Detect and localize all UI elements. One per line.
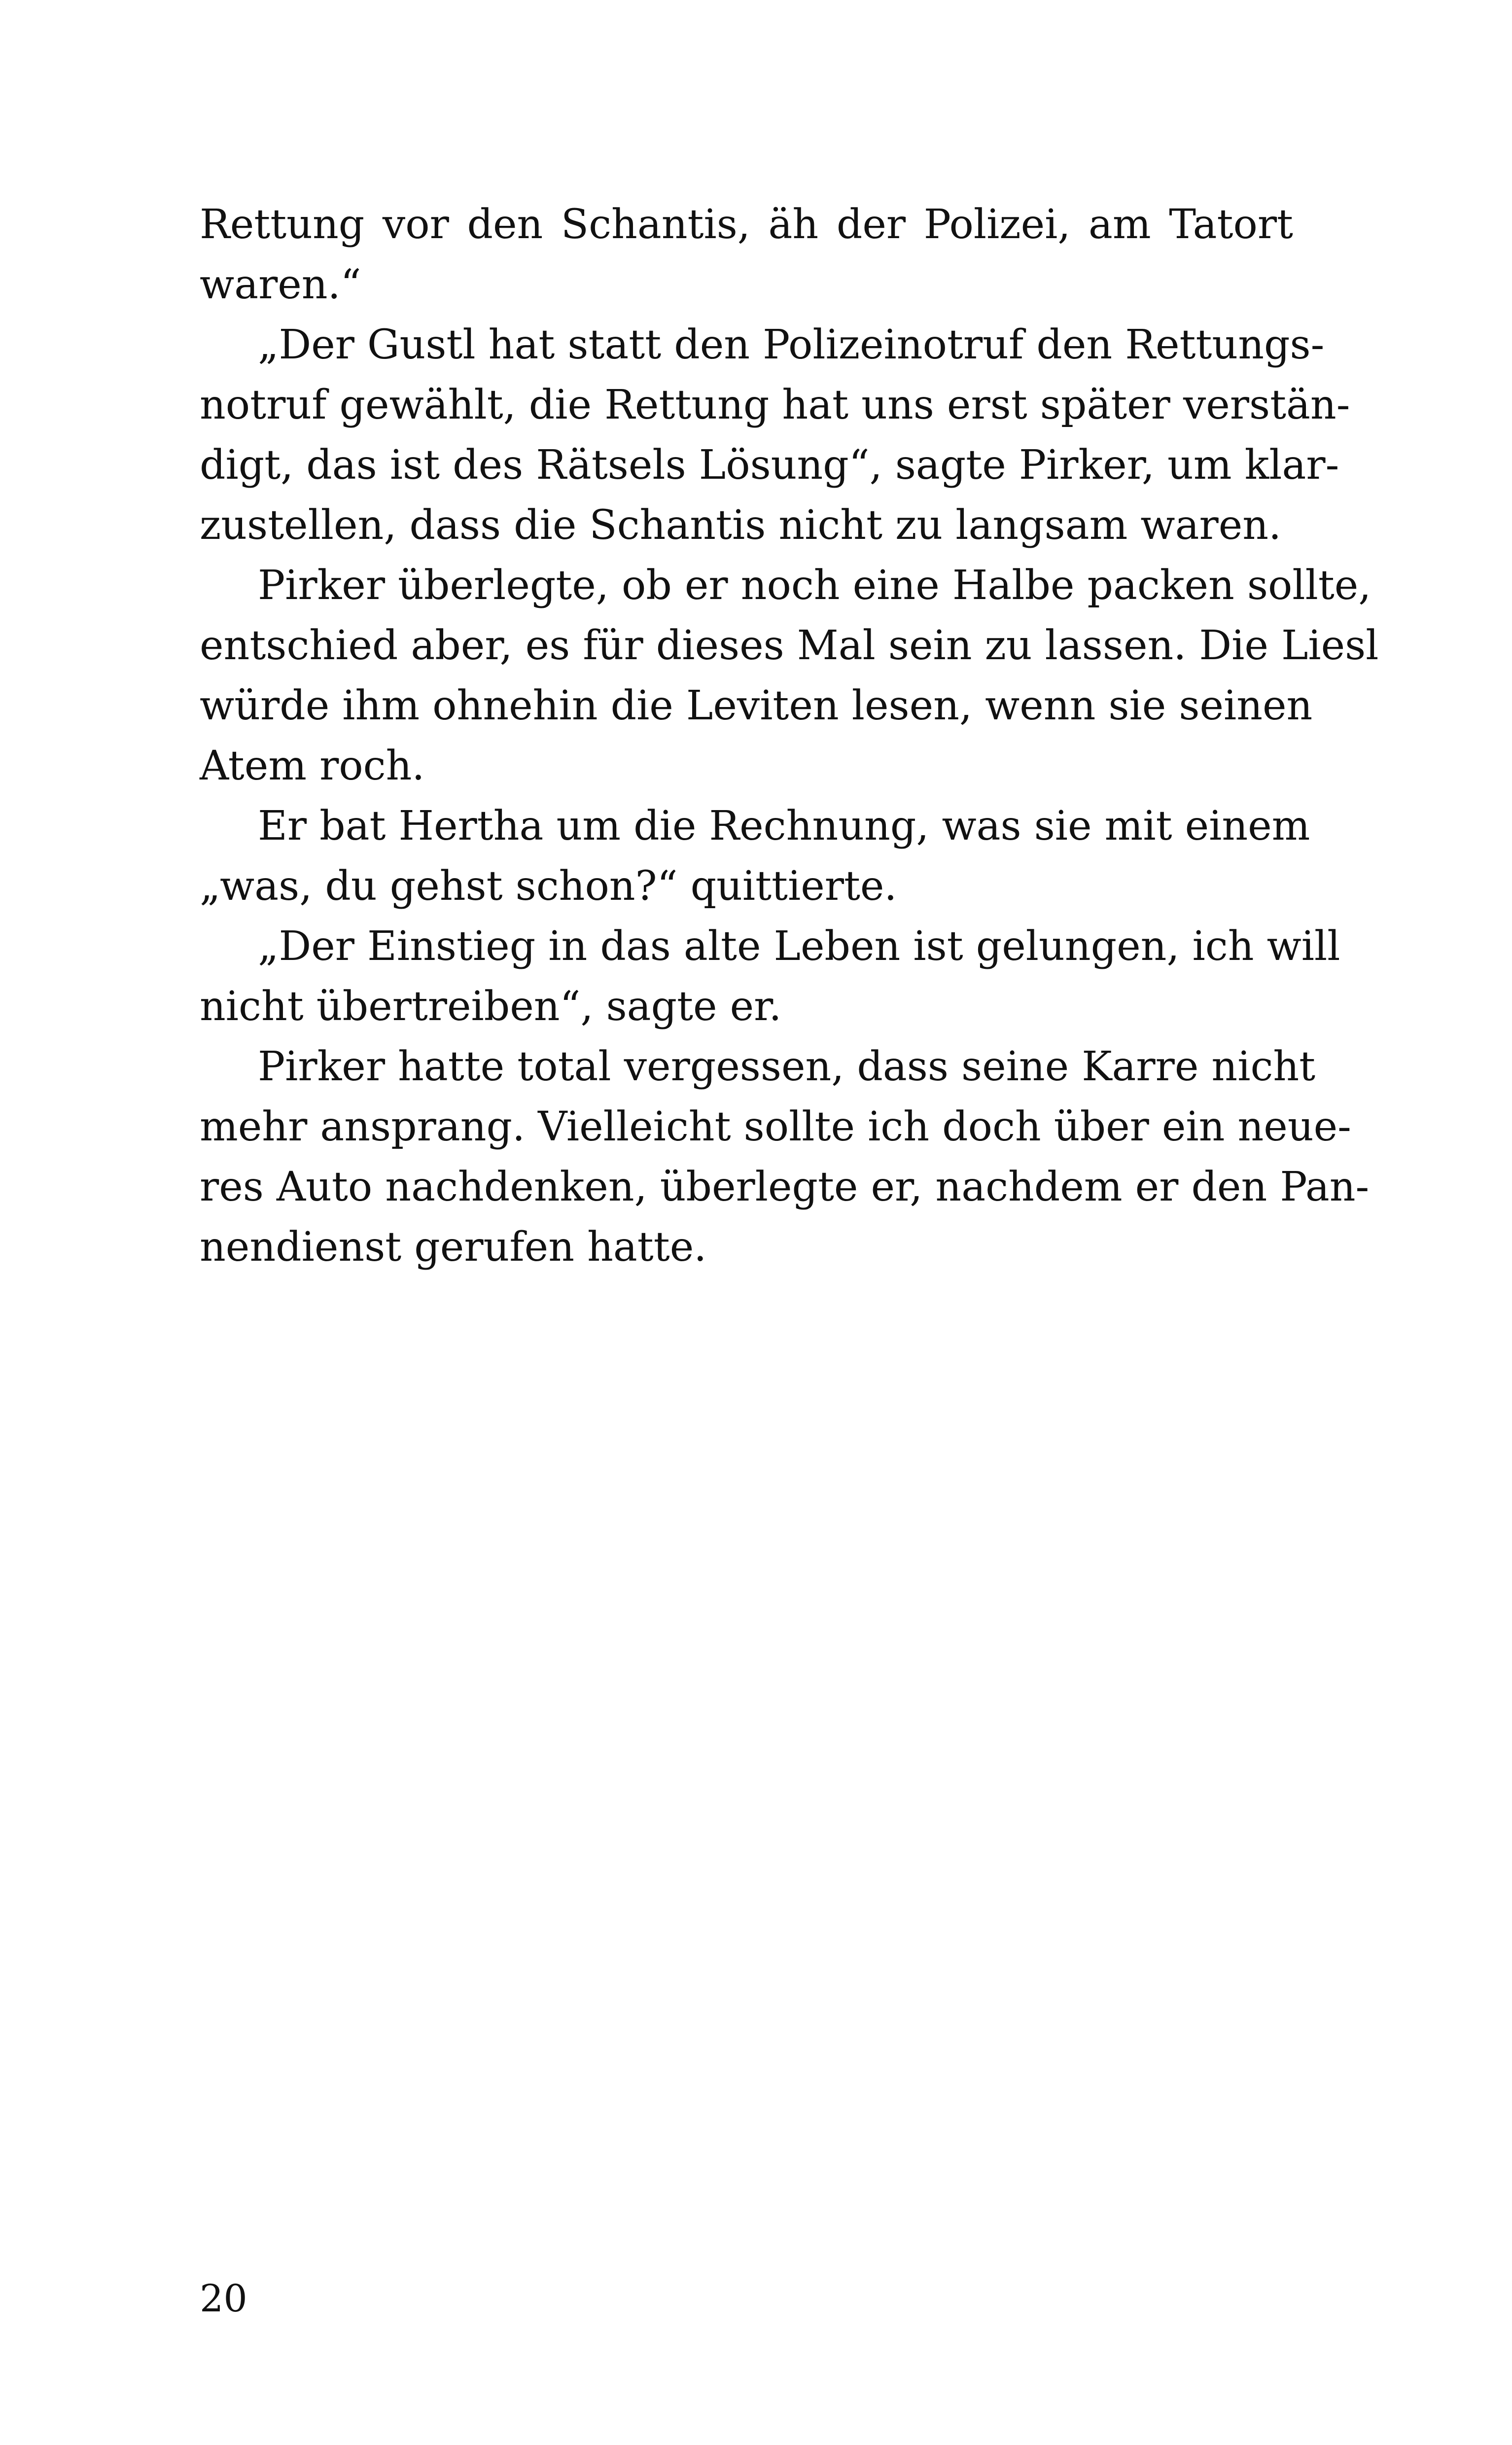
text-line: zustellen, dass die Schantis nicht zu langsam waren. [200, 502, 1282, 549]
text-line: waren.“ [200, 261, 361, 308]
text-line: „Der Einstieg in das alte Leben ist gelungen, ich will [258, 923, 1340, 970]
text-line: notruf gewählt, die Rettung hat uns erst später verstän- [200, 382, 1350, 428]
text-line: „was, du gehst schon?“ quittierte. [200, 863, 897, 910]
text-line: Pirker hatte total vergessen, dass seine Karre nicht [258, 1043, 1316, 1090]
text-line: digt, das ist des Rätsels Lösung“, sagte Pirker, um klar- [200, 442, 1339, 489]
text-line: „Der Gustl hat statt den Polizeinotruf den Rettungs- [258, 321, 1325, 368]
text-line: res Auto nachdenken, überlegte er, nachdem er den Pan- [200, 1164, 1370, 1210]
text-line: mehr ansprang. Vielleicht sollte ich doch über ein neue- [200, 1103, 1351, 1150]
text-line: nicht übertreiben“, sagte er. [200, 983, 782, 1030]
text-line: würde ihm ohnehin die Leviten lesen, wenn sie seinen [200, 682, 1313, 729]
text-line: entschied aber, es für dieses Mal sein zu lassen. Die Liesl [200, 622, 1379, 669]
text-line: Atem roch. [200, 743, 425, 789]
page-number: 20 [200, 2276, 247, 2320]
text-line: Pirker überlegte, ob er noch eine Halbe packen sollte, [258, 562, 1371, 609]
body-text [200, 195, 1379, 1277]
text-line: nendienst gerufen hatte. [200, 1224, 707, 1271]
text-line: Er bat Hertha um die Rechnung, was sie mit einem [258, 803, 1310, 850]
text-line: Rettung vor den Schantis, äh der Polizei, am Tatort [200, 201, 1293, 248]
